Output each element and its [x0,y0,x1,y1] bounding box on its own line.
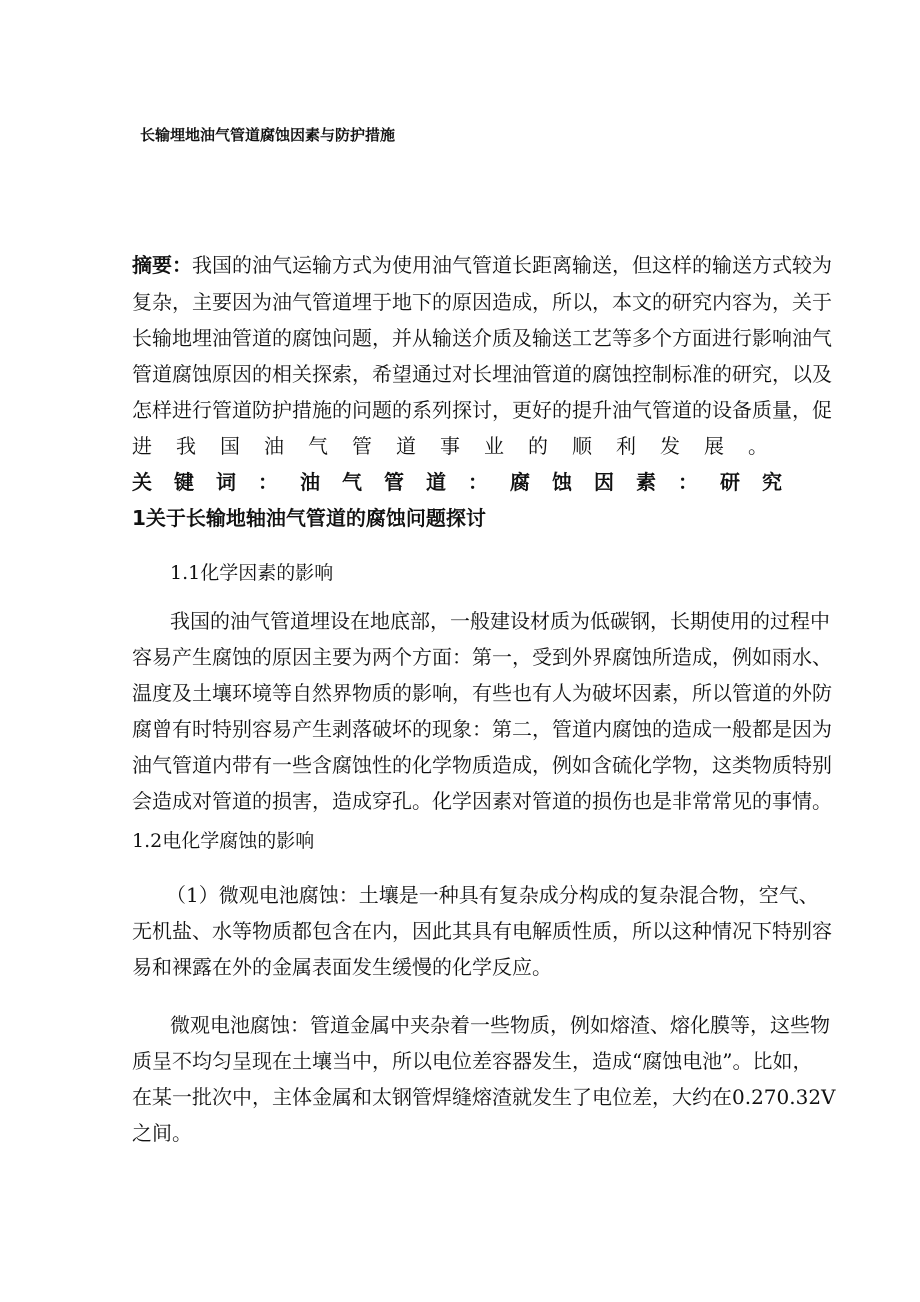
paragraph-line: 油气管道内带有一些含腐蚀性的化学物质造成，例如含硫化学物，这类物质特别 [132,753,832,777]
section-heading-1-2: 1.2电化学腐蚀的影响 [132,830,315,852]
paragraph-line: 之间。 [132,1121,192,1145]
abstract-line: 怎样进行管道防护措施的问题的系列探讨，更好的提升油气管道的设备质量，促 [132,398,832,422]
abstract-line: 进我国油气管道事业的顺利发展。 [132,434,792,458]
document-title: 长输埋地油气管道腐蚀因素与防护措施 [140,126,396,144]
abstract-label: 摘要： [132,253,192,277]
abstract-line: 管道腐蚀原因的相关探索，希望通过对长埋油管道的腐蚀控制标准的研究，以及 [132,362,832,386]
paragraph-line: 易和裸露在外的金属表面发生缓慢的化学反应。 [132,955,552,979]
paragraph-line: 腐曾有时特别容易产生剥落破坏的现象：第二，管道内腐蚀的造成一般都是因为 [132,717,832,741]
paragraph-line: 质呈不均匀呈现在土壤当中，所以电位差容器发生，造成“腐蚀电池”。比如， [132,1049,813,1073]
paragraph-line: （1）微观电池腐蚀：土壤是一种具有复杂成分构成的复杂混合物，空气、 [166,883,819,907]
section-heading-1: 1关于长输地轴油气管道的腐蚀问题探讨 [132,506,486,530]
paragraph-line: 容易产生腐蚀的原因主要为两个方面：第一，受到外界腐蚀所造成，例如雨水、 [132,645,832,669]
paragraph-line: 无机盐、水等物质都包含在内，因此其具有电解质性质，所以这种情况下特别容 [132,919,832,943]
paragraph-line: 在某一批次中，主体金属和太钢管焊缝熔渣就发生了电位差，大约在0.270.32V [132,1085,836,1109]
paragraph-line: 会造成对管道的损害，造成穿孔。化学因素对管道的损伤也是非常常见的事情。 [132,789,832,813]
section-heading-1-1: 1.1化学因素的影响 [170,562,334,584]
abstract-line: 长输地埋油管道的腐蚀问题，并从输送介质及输送工艺等多个方面进行影响油气 [132,326,832,350]
paragraph-line: 我国的油气管道埋设在地底部，一般建设材质为低碳钢，长期使用的过程中 [170,609,830,633]
paragraph-line: 温度及土壤环境等自然界物质的影响，有些也有人为破坏因素，所以管道的外防 [132,681,832,705]
keywords: 关键词：油气管道：腐蚀因素：研究 [132,470,804,494]
abstract-line: 复杂，主要因为油气管道埋于地下的原因造成，所以，本文的研究内容为，关于 [132,290,832,314]
abstract-line: 摘要：我国的油气运输方式为使用油气管道长距离输送，但这样的输送方式较为 [132,253,832,277]
paragraph-line: 微观电池腐蚀：管道金属中夹杂着一些物质，例如熔渣、熔化膜等，这些物 [170,1013,830,1037]
